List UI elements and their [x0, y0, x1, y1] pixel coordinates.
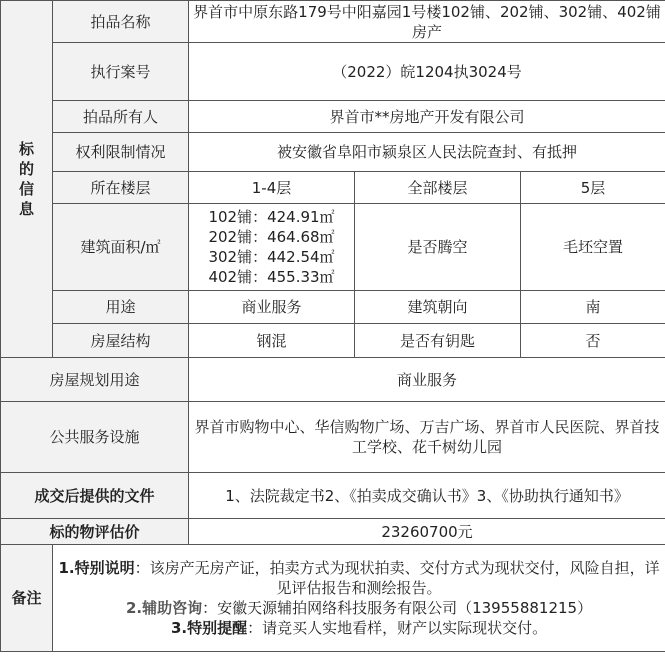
- note-3-text: ：请竞买人实地看样，财产以实际现状交付。: [247, 619, 548, 637]
- row-case-number: [1, 43, 665, 101]
- row-facilities: [1, 402, 665, 473]
- restriction-label: 权利限制情况: [53, 133, 189, 172]
- vacated-value: 毛坯空置: [521, 204, 665, 291]
- row-valuation: [1, 519, 665, 545]
- area-label: 建筑面积/㎡: [53, 204, 189, 291]
- note-1-title: 1.特别说明: [58, 559, 135, 577]
- section-label: [1, 1, 53, 358]
- row-restriction: [1, 133, 665, 172]
- planning-value: 商业服务: [189, 358, 665, 402]
- row-floor: [1, 172, 665, 204]
- note-item-3: [57, 618, 661, 638]
- has-key-value: 否: [521, 324, 665, 358]
- total-floors-value: 5层: [521, 172, 665, 204]
- case-number-value: （2022）皖1204执3024号: [189, 43, 665, 101]
- row-owner: [1, 101, 665, 133]
- section-label-char-3: 信: [18, 180, 34, 198]
- row-notes: [1, 545, 665, 652]
- note-1-text: ：该房产无房产证，拍卖方式为现状拍卖、交付方式为现状交付，风险自担，详见评估报告和测绘报告。: [134, 559, 660, 597]
- row-documents: [1, 473, 665, 519]
- note-2-title: 2.辅助咨询: [125, 599, 203, 617]
- area-line-102: 102铺：424.91㎡: [208, 208, 335, 226]
- row-item-name: [1, 1, 665, 43]
- item-name-label: 拍品名称: [53, 1, 189, 43]
- owner-label: 拍品所有人: [53, 101, 189, 133]
- facilities-label: 公共服务设施: [1, 402, 189, 473]
- row-planning: [1, 358, 665, 402]
- vacated-label: 是否腾空: [355, 204, 521, 291]
- notes-label: 备注: [1, 545, 53, 652]
- structure-value: 钢混: [189, 324, 355, 358]
- planning-label: 房屋规划用途: [1, 358, 189, 402]
- restriction-value: 被安徽省阜阳市颍泉区人民法院查封、有抵押: [189, 133, 665, 172]
- has-key-label: 是否有钥匙: [355, 324, 521, 358]
- owner-value: 界首市**房地产开发有限公司: [189, 101, 665, 133]
- valuation-value: 23260700元: [189, 519, 665, 545]
- note-item-2: [57, 598, 661, 618]
- item-name-value: 界首市中原东路179号中阳嘉园1号楼102铺、202铺、302铺、402铺房产: [189, 1, 665, 43]
- row-usage: [1, 291, 665, 324]
- section-label-char-4: 息: [18, 200, 34, 218]
- note-item-1: [57, 558, 661, 598]
- row-area: [1, 204, 665, 291]
- total-floors-label: 全部楼层: [355, 172, 521, 204]
- note-3-title: 3.特别提醒: [170, 619, 248, 637]
- section-label-char-1: 标: [18, 140, 34, 158]
- area-line-202: 202铺：464.68㎡: [208, 228, 335, 246]
- orientation-label: 建筑朝向: [355, 291, 521, 324]
- floor-label: 所在楼层: [53, 172, 189, 204]
- area-line-402: 402铺：455.33㎡: [208, 268, 335, 286]
- usage-label: 用途: [53, 291, 189, 324]
- documents-label: 成交后提供的文件: [1, 473, 189, 519]
- area-line-302: 302铺：442.54㎡: [208, 248, 335, 266]
- orientation-value: 南: [521, 291, 665, 324]
- usage-value: 商业服务: [189, 291, 355, 324]
- documents-value: 1、法院裁定书2、《拍卖成交确认书》3、《协助执行通知书》: [189, 473, 665, 519]
- structure-label: 房屋结构: [53, 324, 189, 358]
- floor-value: 1-4层: [189, 172, 355, 204]
- note-2-text: ：安徽天源辅拍网络科技服务有限公司（13955881215）: [202, 599, 593, 617]
- area-values: [189, 204, 355, 291]
- row-structure: [1, 324, 665, 358]
- section-label-char-2: 的: [18, 160, 34, 178]
- case-number-label: 执行案号: [53, 43, 189, 101]
- facilities-value: 界首市购物中心、华信购物广场、万吉广场、界首市人民医院、界首技工学校、花千树幼儿园: [189, 402, 665, 473]
- notes-content: [53, 545, 665, 652]
- valuation-label: 标的物评估价: [1, 519, 189, 545]
